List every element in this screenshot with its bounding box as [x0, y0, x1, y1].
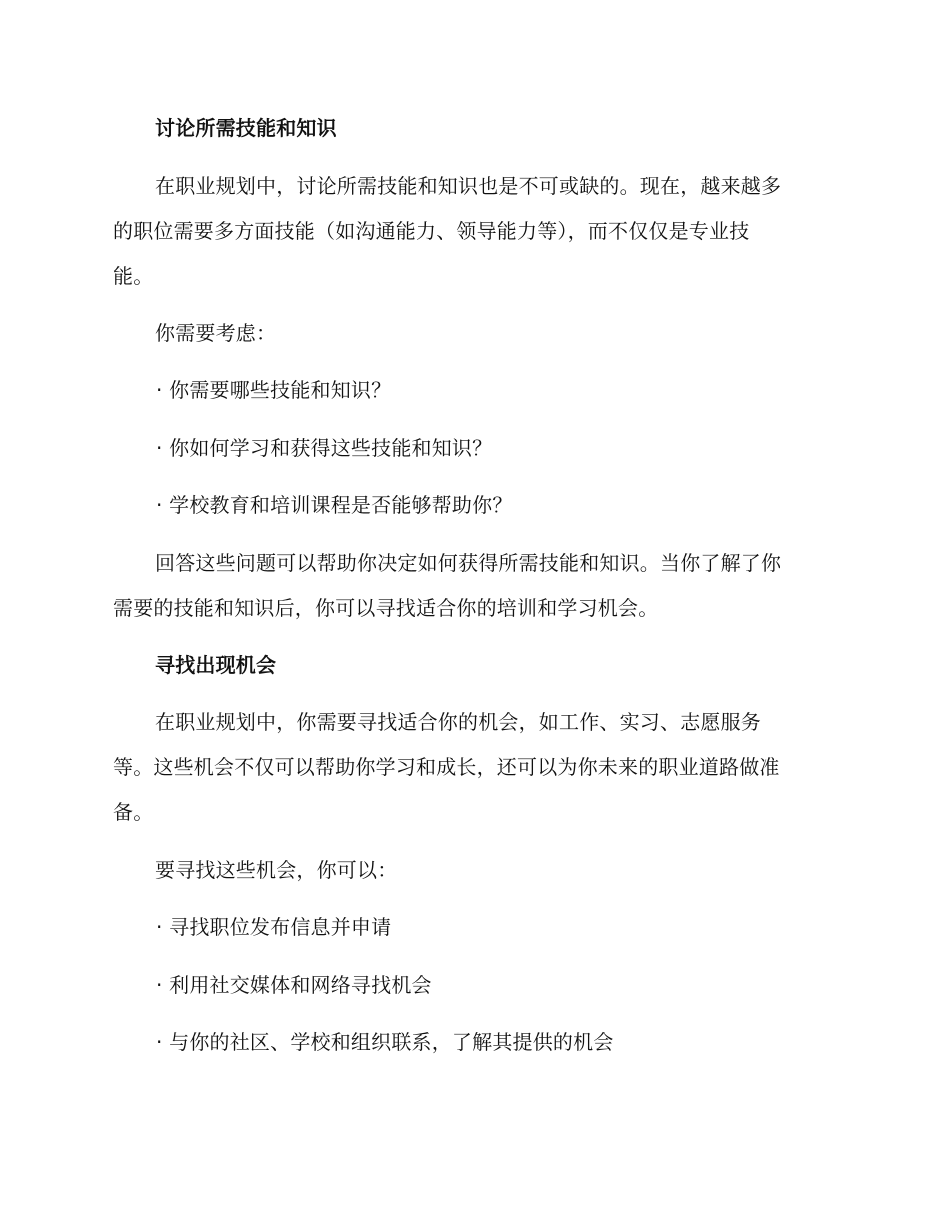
- list-item: · 寻找职位发布信息并申请: [156, 915, 392, 939]
- paragraph-line: 的职位需要多方面技能（如沟通能力、领导能力等），而不仅仅是专业技: [113, 219, 750, 243]
- paragraph-line: 回答这些问题可以帮助你决定如何获得所需技能和知识。当你了解了你: [155, 551, 782, 575]
- list-item: · 学校教育和培训课程是否能够帮助你？: [156, 493, 513, 517]
- section-heading-opportunities: 寻找出现机会: [155, 653, 277, 677]
- paragraph-line: 备。: [113, 800, 154, 824]
- list-intro: 你需要考虑：: [155, 321, 277, 345]
- list-item: · 与你的社区、学校和组织联系，了解其提供的机会: [156, 1030, 614, 1054]
- paragraph-line: 需要的技能和知识后，你可以寻找适合你的培训和学习机会。: [113, 596, 659, 620]
- list-intro: 要寻找这些机会，你可以：: [155, 858, 398, 882]
- paragraph-line: 在职业规划中，你需要寻找适合你的机会，如工作、实习、志愿服务: [155, 710, 761, 734]
- section-heading-skills: 讨论所需技能和知识: [155, 116, 337, 140]
- list-item: · 你需要哪些技能和知识？: [156, 378, 392, 402]
- paragraph-line: 能。: [113, 264, 154, 288]
- paragraph-line: 在职业规划中，讨论所需技能和知识也是不可或缺的。现在，越来越多: [155, 174, 782, 198]
- paragraph-line: 等。这些机会不仅可以帮助你学习和成长，还可以为你未来的职业道路做准: [113, 755, 780, 779]
- list-item: · 利用社交媒体和网络寻找机会: [156, 973, 432, 997]
- list-item: · 你如何学习和获得这些技能和知识？: [156, 436, 493, 460]
